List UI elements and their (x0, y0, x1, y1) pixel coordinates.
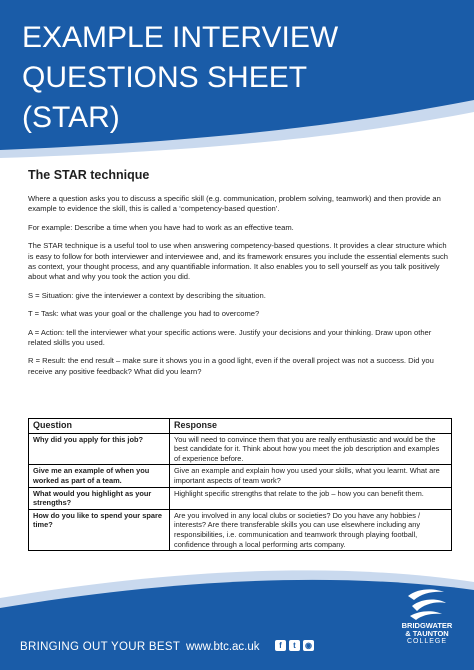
response-cell: Give an example and explain how you used your skills, what you learnt. What are important aspects of team work? (170, 465, 452, 487)
table-row (29, 465, 452, 487)
table-row (29, 433, 452, 465)
college-logo (396, 586, 458, 646)
title-line-1: EXAMPLE INTERVIEW (22, 21, 339, 54)
table-row (29, 487, 452, 509)
question-cell: Give me an example of when you worked as part of a team. (29, 465, 170, 487)
social-links (275, 640, 314, 651)
title-line-3: (STAR) (22, 101, 120, 134)
website-link[interactable]: www.btc.ac.uk (186, 641, 260, 653)
page-title (22, 18, 338, 138)
paragraph-star-explained: The STAR technique is a useful tool to use when answering competency-based questions. It provides a clear structure which is easy to follow for both interviewer and interviewee and, and its framework ensures you include the essential elements such as context, your thought process, and any quantifiable information. It also enables you to sell yourself as you talk positively about what and why you took the action you did. (28, 241, 448, 282)
paragraph-situation: S = Situation: give the interviewer a context by describing the situation. (28, 290, 266, 300)
response-cell: Are you involved in any local clubs or societies? Do you have any hobbies / interests? Are there transferable skills you can use elsewhere including any responsibilities, i.e. communication and teamwork through playing football, confidence through a local performing arts company. (170, 509, 452, 550)
logo-swoosh-icon (404, 586, 450, 622)
logo-text-line-3: COLLEGE (406, 638, 448, 645)
twitter-icon[interactable]: t (289, 640, 300, 651)
facebook-icon[interactable]: f (275, 640, 286, 651)
main-content (28, 168, 452, 385)
paragraph-intro: Where a question asks you to discuss a specific skill (e.g. communication, problem solving, teamwork) and then provide an example to evidence the skill, this is called a ‘competency-based question’. (28, 194, 441, 214)
column-header-response: Response (170, 419, 452, 434)
instagram-icon[interactable]: ◉ (303, 640, 314, 651)
questions-table (28, 418, 452, 551)
footer-tagline: BRINGING OUT YOUR BEST (20, 641, 181, 653)
column-header-question: Question (29, 419, 170, 434)
paragraph-result: R = Result: the end result – make sure it shows you in a good light, even if the overall project was not a success. Did you receive any positive feedback? What did you learn? (28, 356, 434, 376)
paragraph-example: For example: Describe a time when you have had to work as an effective team. (28, 222, 294, 232)
question-cell: What would you highlight as your strengths? (29, 487, 170, 509)
logo-text-line-2: & TAUNTON (405, 629, 449, 638)
logo-text-line-1: BRIDGWATER (401, 621, 453, 630)
response-cell: You will need to convince them that you are really enthusiastic and would be the best candidate for it. Think about how you meet the job description and examples of experience before. (170, 433, 452, 465)
section-heading: The STAR technique (28, 168, 150, 182)
question-cell: How do you like to spend your spare time? (29, 509, 170, 550)
table-header-row (29, 419, 452, 434)
header-banner (0, 0, 474, 170)
response-cell: Highlight specific strengths that relate to the job – how you can benefit them. (170, 487, 452, 509)
paragraph-action: A = Action: tell the interviewer what your specific actions were. Justify your decisions and your thinking. Draw upon other related skills you used. (28, 327, 432, 348)
table-row (29, 509, 452, 550)
title-line-2: QUESTIONS SHEET (22, 61, 308, 94)
paragraph-task: T = Task: what was your goal or the challenge you had to overcome? (28, 309, 260, 319)
question-cell: Why did you apply for this job? (29, 433, 170, 465)
